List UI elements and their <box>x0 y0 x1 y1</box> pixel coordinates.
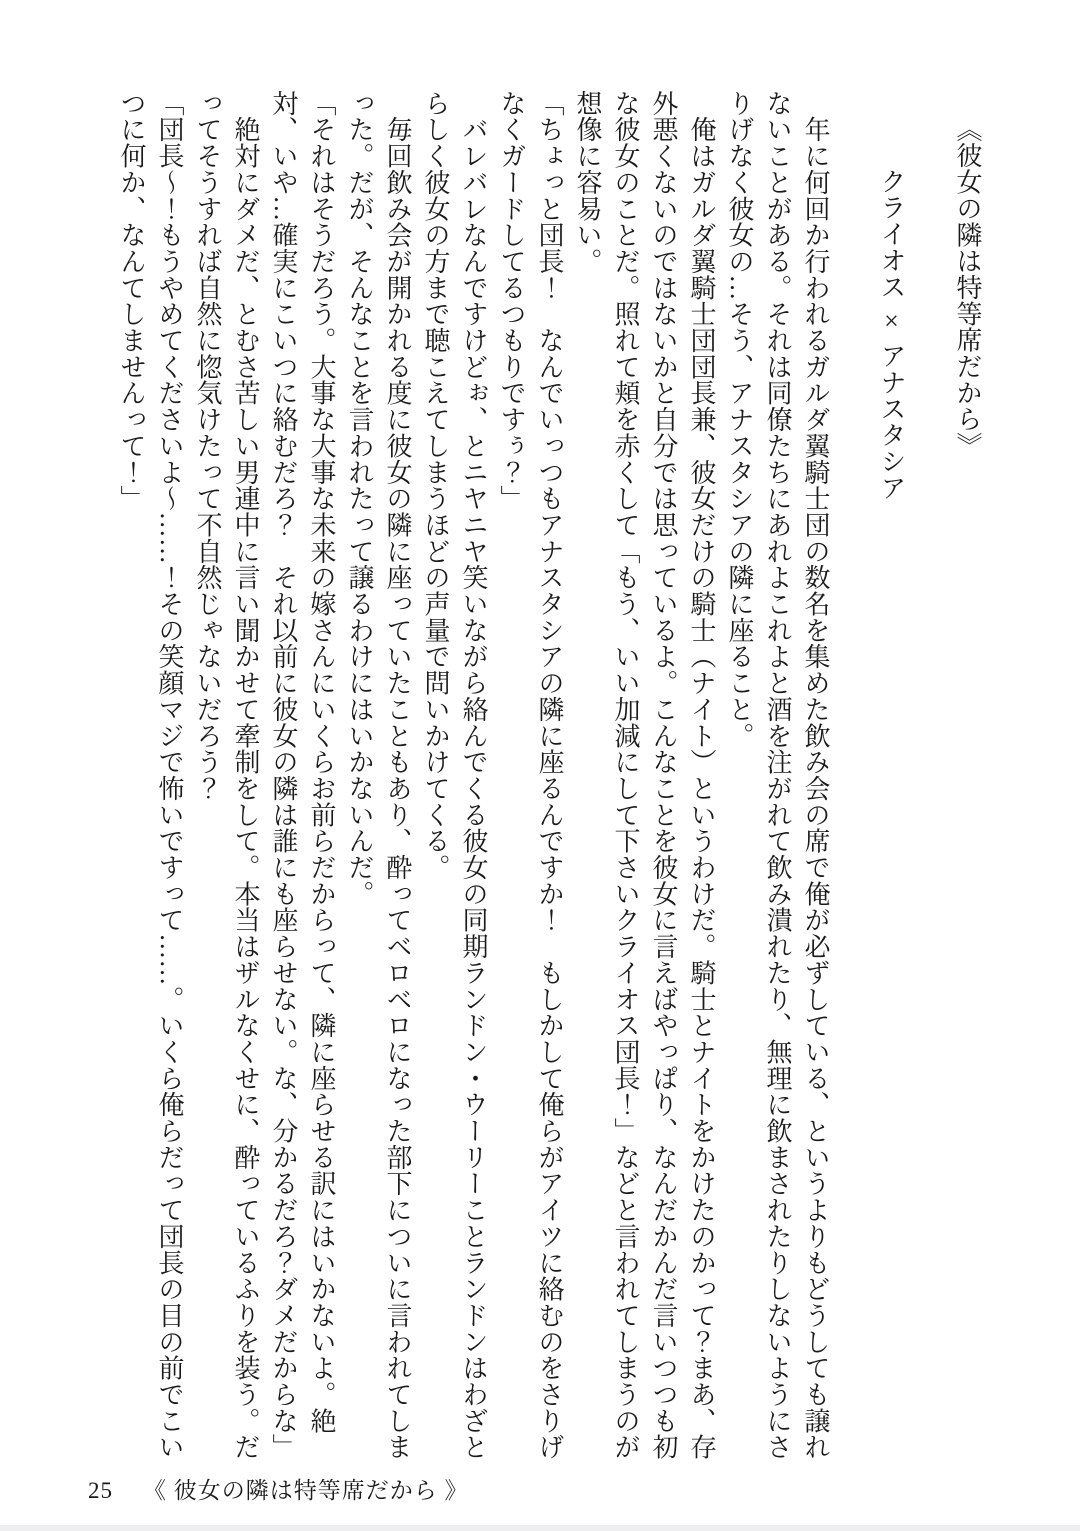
story-paragraph: 「団長〜！もうやめてくださいよ〜……！その笑顔マジで怖いですって……。いくら俺らだって団長の目の前でこいつに何か、なんてしませんって！」 <box>117 90 184 1461</box>
bottom-edge-strip <box>0 1525 1080 1531</box>
pairing-subtitle: クライオス × アナスタシア <box>877 168 906 501</box>
story-paragraph: 年に何回か行われるガルダ翼騎士団の数名を集めた飲み会の席で俺が必ずしている、というよりもどうしても譲れないことがある。それは同僚たちにあれよこれよと酒を注がれて飲み潰れたり、無理に飲まされたりしないようにさりげなく彼女の…そう、アナスタシアの隣に座ること。 <box>725 90 830 1461</box>
vertical-text-block <box>112 90 986 1462</box>
story-paragraph: 絶対にダメだ、とむさ苦しい男連中に言い聞かせて牽制をして。本当はザルなくせに、酔っているふりを装う。だってそうすれば自然に惚気けたって不自然じゃないだろう？ <box>193 90 260 1461</box>
story-paragraph: 俺はガルダ翼騎士団団長兼、彼女だけの騎士（ナイト）というわけだ。騎士とナイトをかけたのかって？まあ、存外悪くないのではないかと自分では思っているよ。こんなことを彼女に言えばやっぱり、なんだかんだ言いつつも初な彼女のことだ。照れて頬を赤くして「もう、いい加減にして下さいクライオス団長！」などと言われてしまうのが想像に容易い。 <box>573 90 716 1461</box>
story-paragraph: 「それはそうだろう。大事な大事な未来の嫁さんにいくらお前らだからって、隣に座らせる訳にはいかないよ。絶対、いや…確実にこいつに絡むだろ？ それ以前に彼女の隣は誰にも座らせない。な、分かるだろ？ダメだからな」 <box>269 90 336 1461</box>
page-number: 25 <box>88 1478 113 1503</box>
page-footer <box>88 1472 469 1505</box>
footer-running-title: 《 彼女の隣は特等席だから 》 <box>143 1478 469 1503</box>
story-paragraph: バレバレなんですけどぉ、とニヤニヤ笑いながら絡んでくる彼女の同期ランドン・ウーリーことランドンはわざとらしく彼女の方まで聴こえてしまうほどの声量で問いかけてくる。 <box>421 90 488 1461</box>
story-paragraph: 「ちょっと団長！ なんでいっつもアナスタシアの隣に座るんですか！ もしかして俺らがアイツに絡むのをさりげなくガードしてるつもりですぅ？」 <box>497 90 564 1461</box>
story-paragraph: 毎回飲み会が開かれる度に彼女の隣に座っていたこともあり、酔ってベロベロになった部下についに言われてしまった。だが、そんなことを言われたって譲るわけにはいかないんだ。 <box>345 90 412 1461</box>
story-title: 《彼女の隣は特等席だから》 <box>953 116 982 459</box>
story-body <box>112 90 834 1462</box>
